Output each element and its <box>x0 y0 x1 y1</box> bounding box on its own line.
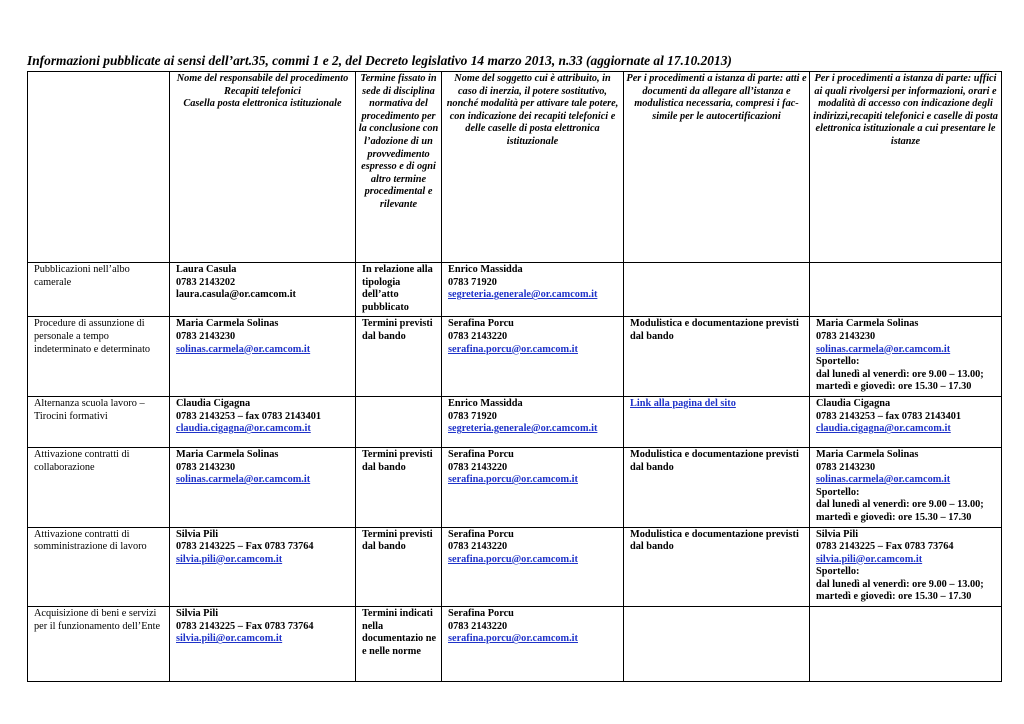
header-procedure <box>28 72 170 263</box>
procedure-cell: Attivazione contratti di collaborazione <box>28 447 170 527</box>
substitute-email-link[interactable]: serafina.porcu@or.camcom.it <box>448 553 578 565</box>
header-responsible: Nome del responsabile del procedimento Recapiti telefonici Casella posta elettronica istituzionale <box>170 72 356 263</box>
office-sportello: Sportello: <box>816 566 860 578</box>
responsible-cell <box>170 396 356 447</box>
responsible-name: Laura Casula <box>176 264 237 275</box>
offices-cell <box>810 263 1002 317</box>
responsible-phone: 0783 2143202 <box>176 276 236 288</box>
responsible-cell <box>170 447 356 527</box>
substitute-name: Serafina Porcu <box>448 318 514 330</box>
office-email-link[interactable]: solinas.carmela@or.camcom.it <box>816 343 951 355</box>
offices-cell <box>810 527 1002 607</box>
office-sportello: Sportello: <box>816 486 860 498</box>
responsible-name: Silvia Pili <box>176 608 219 620</box>
table-row <box>28 527 1002 607</box>
substitute-phone: 0783 2143220 <box>448 541 508 553</box>
header-offices: Per i procedimenti a istanza di parte: uffici ai quali rivolgersi per informazioni, orari e modalità di accesso con indicazione degli indirizzi,recapiti telefonici e caselle di posta elettronica istituzionale a cui presentare le istanze <box>810 72 1002 263</box>
term-cell: Termini previsti dal bando <box>356 447 442 527</box>
procedure-cell: Procedure di assunzione di personale a tempo indeterminato e determinato <box>28 317 170 397</box>
substitute-email-link[interactable]: serafina.porcu@or.camcom.it <box>448 633 578 645</box>
responsible-phone: 0783 2143230 <box>176 461 236 473</box>
substitute-phone: 0783 71920 <box>448 276 497 288</box>
offices-cell <box>810 607 1002 682</box>
substitute-email-link[interactable]: segreteria.generale@or.camcom.it <box>448 289 598 301</box>
office-hours-afternoon: martedì e giovedì: ore 15.30 – 17.30 <box>816 591 972 603</box>
office-hours-weekdays: dal lunedì al venerdì: ore 9.00 – 13.00; <box>816 499 984 511</box>
office-phone: 0783 2143225 – Fax 0783 73764 <box>816 541 954 553</box>
procedure-cell: Attivazione contratti di somministrazione di lavoro <box>28 527 170 607</box>
procedure-cell: Alternanza scuola lavoro – Tirocini formativi <box>28 396 170 447</box>
header-term: Termine fissato in sede di disciplina normativa del procedimento per la conclusione con l’adozione di un provvedimento espresso e di ogni altro termine procedimental e rilevante <box>356 72 442 263</box>
procedures-table <box>27 71 1002 682</box>
substitute-email-link[interactable]: serafina.porcu@or.camcom.it <box>448 474 578 486</box>
office-name: Maria Carmela Solinas <box>816 448 919 460</box>
header-substitute: Nome del soggetto cui è attribuito, in caso di inerzia, il potere sostitutivo, nonché modalità per attivare tale potere, con indicazione dei recapiti telefonici e delle caselle di posta elettronica istituzionale <box>442 72 624 263</box>
office-phone: 0783 2143230 <box>816 461 876 473</box>
substitute-email-link[interactable]: segreteria.generale@or.camcom.it <box>448 423 598 435</box>
offices-cell <box>810 317 1002 397</box>
term-cell: Termini indicati nella documentazio ne e nelle norme <box>356 607 442 682</box>
office-phone: 0783 2143253 – fax 0783 2143401 <box>816 410 962 422</box>
office-sportello: Sportello: <box>816 356 860 368</box>
term-cell <box>356 396 442 447</box>
substitute-phone: 0783 2143220 <box>448 461 508 473</box>
substitute-name: Serafina Porcu <box>448 528 514 540</box>
office-name: Silvia Pili <box>816 528 859 540</box>
table-row <box>28 263 1002 317</box>
substitute-phone: 0783 2143220 <box>448 620 508 632</box>
substitute-phone: 0783 2143220 <box>448 330 508 342</box>
procedure-cell: Pubblicazioni nell’albo camerale <box>28 263 170 317</box>
responsible-email-link[interactable]: silvia.pili@or.camcom.it <box>176 553 283 565</box>
office-hours-weekdays: dal lunedì al venerdì: ore 9.00 – 13.00; <box>816 368 984 380</box>
responsible-phone: 0783 2143230 <box>176 330 236 342</box>
responsible-name: Silvia Pili <box>176 528 219 540</box>
documents-cell: Modulistica e documentazione previsti dal bando <box>624 447 810 527</box>
responsible-cell <box>170 527 356 607</box>
responsible-email-link[interactable]: solinas.carmela@or.camcom.it <box>176 474 311 486</box>
responsible-phone: 0783 2143253 – fax 0783 2143401 <box>176 410 322 422</box>
substitute-cell <box>442 607 624 682</box>
substitute-name: Serafina Porcu <box>448 448 514 460</box>
substitute-cell <box>442 447 624 527</box>
table-row <box>28 447 1002 527</box>
responsible-email-link[interactable]: solinas.carmela@or.camcom.it <box>176 343 311 355</box>
offices-cell <box>810 447 1002 527</box>
office-name: Maria Carmela Solinas <box>816 318 919 330</box>
office-email-link[interactable]: silvia.pili@or.camcom.it <box>816 553 923 565</box>
responsible-name: Claudia Cigagna <box>176 397 251 409</box>
responsible-name: Maria Carmela Solinas <box>176 318 279 330</box>
responsible-cell <box>170 607 356 682</box>
office-hours-weekdays: dal lunedì al venerdì: ore 9.00 – 13.00; <box>816 578 984 590</box>
responsible-name: Maria Carmela Solinas <box>176 448 279 460</box>
substitute-cell <box>442 263 624 317</box>
substitute-name: Serafina Porcu <box>448 608 514 620</box>
header-documents: Per i procedimenti a istanza di parte: atti e documenti da allegare all’istanza e modulistica necessaria, compresi i fac-simile per le autocertificazioni <box>624 72 810 263</box>
office-hours-afternoon: martedì e giovedì: ore 15.30 – 17.30 <box>816 511 972 523</box>
office-email-link[interactable]: claudia.cigagna@or.camcom.it <box>816 423 951 435</box>
office-phone: 0783 2143230 <box>816 330 876 342</box>
term-cell: In relazione alla tipologia dell’atto pubblicato <box>356 263 442 317</box>
table-row <box>28 607 1002 682</box>
office-hours-afternoon: martedì e giovedì: ore 15.30 – 17.30 <box>816 381 972 393</box>
documents-cell: Modulistica e documentazione previsti dal bando <box>624 527 810 607</box>
responsible-cell <box>170 263 356 317</box>
documents-cell <box>624 396 810 447</box>
substitute-email-link[interactable]: serafina.porcu@or.camcom.it <box>448 343 578 355</box>
procedure-cell: Acquisizione di beni e servizi per il funzionamento dell’Ente <box>28 607 170 682</box>
office-email-link[interactable]: solinas.carmela@or.camcom.it <box>816 474 951 486</box>
substitute-name: Enrico Massidda <box>448 264 523 275</box>
responsible-cell <box>170 317 356 397</box>
documents-cell <box>624 263 810 317</box>
documents-cell <box>624 607 810 682</box>
office-name: Claudia Cigagna <box>816 397 891 409</box>
responsible-email-link[interactable]: silvia.pili@or.camcom.it <box>176 633 283 645</box>
offices-cell <box>810 396 1002 447</box>
substitute-cell <box>442 317 624 397</box>
page-title: Informazioni pubblicate ai sensi dell’art.35, commi 1 e 2, del Decreto legislativo 14 marzo 2013, n.33 (aggiornate al 17.10.2013) <box>27 53 732 68</box>
substitute-phone: 0783 71920 <box>448 410 497 422</box>
responsible-phone: 0783 2143225 – Fax 0783 73764 <box>176 620 314 632</box>
table-row <box>28 317 1002 397</box>
substitute-name: Enrico Massidda <box>448 397 523 409</box>
documents-cell: Modulistica e documentazione previsti dal bando <box>624 317 810 397</box>
responsible-phone: 0783 2143225 – Fax 0783 73764 <box>176 541 314 553</box>
site-page-link[interactable]: Link alla pagina del sito <box>630 397 736 409</box>
header-row <box>28 72 1002 263</box>
table-row <box>28 396 1002 447</box>
responsible-email: laura.casula@or.camcom.it <box>176 289 296 301</box>
responsible-email-link[interactable]: claudia.cigagna@or.camcom.it <box>176 423 311 435</box>
term-cell: Termini previsti dal bando <box>356 527 442 607</box>
substitute-cell <box>442 396 624 447</box>
term-cell: Termini previsti dal bando <box>356 317 442 397</box>
substitute-cell <box>442 527 624 607</box>
